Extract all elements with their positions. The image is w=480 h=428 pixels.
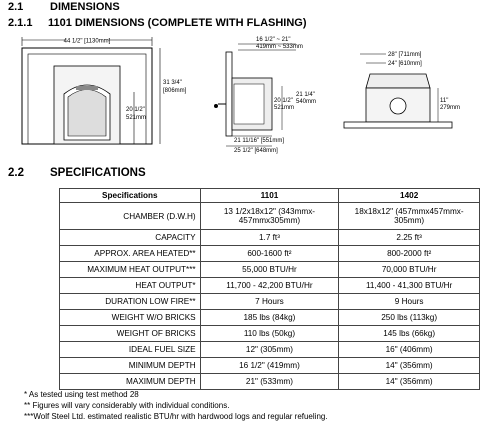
table-row	[60, 246, 480, 262]
footnote: ** Figures will vary considerably with individual conditions.	[24, 401, 230, 410]
back-w2-label: 24" [610mm]	[388, 61, 422, 67]
row-label: CAPACITY	[60, 230, 201, 246]
cell-1402: 250 lbs (113kg)	[339, 310, 480, 326]
row-label: HEAT OUTPUT*	[60, 278, 201, 294]
back-view-drawing	[330, 50, 470, 146]
side-h1-label: 20 1/2"	[274, 98, 293, 104]
side-d1-label: 21 11/16" [551mm]	[234, 138, 285, 144]
row-label: IDEAL FUEL SIZE	[60, 342, 201, 358]
footnote: ***Wolf Steel Ltd. estimated realistic BTU/hr with hardwood logs and regular refueling.	[24, 412, 328, 421]
cell-1101: 16 1/2" (419mm)	[200, 358, 339, 374]
footnotes	[24, 389, 328, 422]
cell-1101: 11,700 - 42,200 BTU/Hr	[200, 278, 339, 294]
front-width-label: 44 1/2" [1130mm]	[63, 38, 111, 45]
side-h2-label: 21 1/4"	[296, 92, 315, 98]
table-row	[60, 310, 480, 326]
row-label: MAXIMUM HEAT OUTPUT***	[60, 262, 201, 278]
section-number: 2.1	[8, 1, 24, 13]
back-h-mm-label: 279mm	[440, 105, 461, 111]
cell-1101: 600-1600 ft²	[200, 246, 339, 262]
section-title: 1101 DIMENSIONS (COMPLETE WITH FLASHING)	[48, 17, 307, 29]
row-label: MINIMUM DEPTH	[60, 358, 201, 374]
table-row	[60, 374, 480, 390]
cell-1101: 185 lbs (84kg)	[200, 310, 339, 326]
column-header: 1402	[339, 189, 480, 203]
section-heading-1101-dimensions	[8, 17, 307, 29]
front-inner-height-label: 20 1/2"	[126, 107, 145, 113]
cell-1101: 12" (305mm)	[200, 342, 339, 358]
table-row	[60, 278, 480, 294]
table-row	[60, 326, 480, 342]
row-label: WEIGHT OF BRICKS	[60, 326, 201, 342]
side-h1-mm-label: 521mm	[274, 105, 295, 111]
cell-1402: 18x18x12" (457mmx457mmx-305mm)	[339, 203, 480, 230]
cell-1101: 1.7 ft³	[200, 230, 339, 246]
table-row	[60, 203, 480, 230]
front-inner-height-mm-label: 521mm	[126, 115, 147, 121]
section-title: SPECIFICATIONS	[50, 167, 146, 179]
back-h-label: 11"	[440, 98, 449, 104]
cell-1402: 14" (356mm)	[339, 358, 480, 374]
cell-1402: 16" (406mm)	[339, 342, 480, 358]
side-d2-label: 25 1/2" [648mm]	[234, 148, 278, 154]
table-row	[60, 358, 480, 374]
row-label: CHAMBER (D.W.H)	[60, 203, 201, 230]
row-label: MAXIMUM DEPTH	[60, 374, 201, 390]
cell-1101: 55,000 BTU/Hr	[200, 262, 339, 278]
table-row	[60, 294, 480, 310]
cell-1402: 145 lbs (66kg)	[339, 326, 480, 342]
section-title: DIMENSIONS	[50, 1, 120, 13]
cell-1402: 14" (356mm)	[339, 374, 480, 390]
back-w1-label: 28" [711mm]	[388, 52, 422, 58]
table-row	[60, 262, 480, 278]
footnote: * As tested using test method 28	[24, 390, 139, 399]
table-header-row	[60, 189, 480, 203]
cell-1101: 7 Hours	[200, 294, 339, 310]
row-label: WEIGHT W/O BRICKS	[60, 310, 201, 326]
cell-1101: 110 lbs (50kg)	[200, 326, 339, 342]
section-number: 2.2	[8, 167, 24, 179]
section-number: 2.1.1	[8, 17, 33, 29]
cell-1402: 800-2000 ft²	[339, 246, 480, 262]
front-height-mm-label: [806mm]	[163, 88, 187, 94]
cell-1402: 11,400 - 41,300 BTU/Hr	[339, 278, 480, 294]
top-depth-mm-label: 419mm ~ 533mm	[256, 44, 303, 50]
cell-1101: 13 1/2x18x12" (343mmx-457mmx305mm)	[200, 203, 339, 230]
side-h2-mm-label: 540mm	[296, 99, 317, 105]
table-row	[60, 230, 480, 246]
front-view-drawing	[18, 36, 187, 148]
cell-1402: 9 Hours	[339, 294, 480, 310]
top-depth-label: 16 1/2" ~ 21"	[256, 37, 291, 43]
section-heading-dimensions	[8, 1, 120, 13]
cell-1402: 2.25 ft³	[339, 230, 480, 246]
section-heading-specifications	[8, 167, 146, 179]
row-label: DURATION LOW FIRE**	[60, 294, 201, 310]
table-row	[60, 342, 480, 358]
row-label: APPROX. AREA HEATED**	[60, 246, 201, 262]
specifications-table	[59, 188, 480, 390]
front-height-label: 31 3/4"	[163, 80, 182, 86]
column-header: 1101	[200, 189, 339, 203]
column-header: Specifications	[60, 189, 201, 203]
side-view-drawing	[198, 36, 316, 160]
cell-1101: 21" (533mm)	[200, 374, 339, 390]
cell-1402: 70,000 BTU/Hr	[339, 262, 480, 278]
